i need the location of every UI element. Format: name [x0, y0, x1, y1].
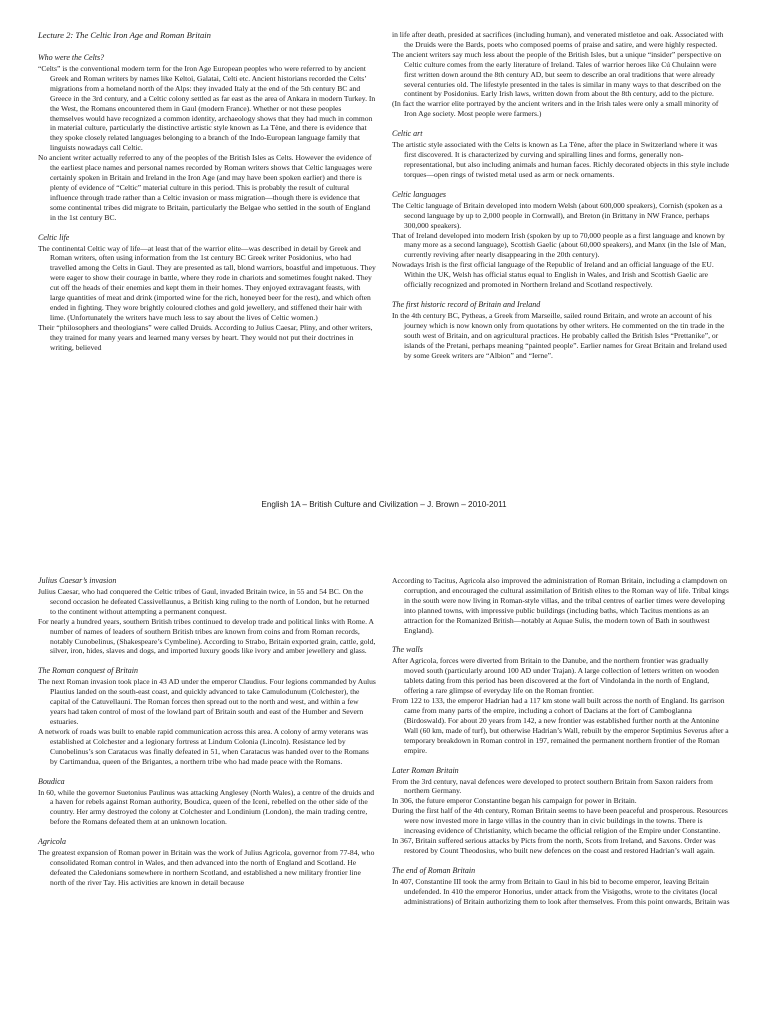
body-paragraph: In 367, Britain suffered serious attacks by Picts from the north, Scots from Ireland, and Saxons. Order was restored by Count Theodosius, who built new defences on the coast and restored Hadrian’s wall again. [392, 835, 716, 855]
section-heading: The walls [392, 645, 423, 655]
document-section [392, 129, 730, 180]
body-paragraph: The Celtic language of Britain developed into modern Welsh (about 600,000 speakers), Cornish (spoken as a second language by up to 2,000 people in Cornwall), and Breton (in Brittany in NW France, perhaps 300,000 speakers). [392, 200, 723, 230]
body-paragraph: The greatest expansion of Roman power in Britain was the work of Julius Agricola, governor from 77-84, who consolidated Roman control in Wales, and then advanced into the north of England and Scotland. He defeated the Caledonians somewhere in northern Scotland, and established a new military frontier line north of the river Tay. His activities are known in detail because [38, 848, 375, 887]
body-paragraph: in life after death, presided at sacrifices (including human), and venerated mistletoe and oak. Associated with the Druids were the Bards, poets who composed poems of praise and satire, and were highly respected. [392, 30, 724, 49]
body-paragraph: According to Tacitus, Agricola also improved the administration of Roman Britain, including a clampdown on corruption, and encouraged the cultural assimilation of British elites to the Roman way of life. Tribal kings in the south were now living in Roman-style villas, and the tribal centres of earlier times were developing into planned towns, with impressive public buildings (including baths, which Tacitus mentions as an attraction for the Romanized British—notably at Aquae Sulis, the modern town of Bath in southwest England). [392, 576, 729, 635]
section-heading: Julius Caesar’s invasion [38, 576, 117, 585]
document-section [392, 866, 730, 907]
body-paragraph: In 306, the future emperor Constantine began his campaign for power in Britain. [392, 796, 637, 806]
page-two [0, 572, 768, 1024]
page-two-left-column [38, 576, 376, 916]
page-one-right-column [392, 30, 730, 370]
body-paragraph: From the 3rd century, naval defences were developed to protect southern Britain from Saxon raiders from northern Germany. [392, 776, 713, 796]
page-footer: English 1A – British Culture and Civilization – J. Brown – 2010-2011 [261, 500, 507, 509]
document-section [38, 233, 376, 353]
section-heading: The end of Roman Britain [392, 865, 476, 875]
section-heading: The Roman conquest of Britain [38, 666, 138, 676]
page-one-left-column [38, 30, 376, 370]
body-paragraph: A network of roads was built to enable rapid communication across this area. A colony of army veterans was established at Colchester and a legionary fortress at Lindum Colonia (Lincoln). Resistance led by Cunobelinus’s son Caratacus was finally defeated in 51, when Caratacus was handed over to the Romans by Cartimandua, queen of the Brigantes, a northern tribe who had made peace with the Romans. [38, 726, 369, 766]
body-paragraph: (In fact the warrior elite portrayed by the ancient writers and in the Irish tales were only a small minority of Iron Age society. Most people were farmers.) [392, 99, 719, 119]
body-paragraph: No ancient writer actually referred to any of the peoples of the British Isles as Celts. However the evidence of the earliest place names and personal names recorded by Roman writers shows that Celtic languages were certainly spoken in Britain and Ireland in the Iron Age (and may have been spoken earlier) and there is plenty of evidence of “Celtic” material culture in this period. This is probably the result of cultural influence through trade rather than a Celtic invasion or mass migration—though there is evidence that some continental tribes did migrate to Britain, particularly the Belgae who settled in the south of England in the 1st century BC. [38, 153, 372, 222]
body-paragraph: In the 4th century BC, Pytheas, a Greek from Marseille, sailed round Britain, and wrote an account of his journey which is now known only from quotations by other writers. He commented on the tin trade in the south west of Britain, and on agricultural practices. He probably called the British Isles “Prettanike”, or islands of the Pretani, perhaps meaning “painted people”. Earlier names for Great Britain and Ireland used by some Greek writers are “Albion” and “Ierne”. [392, 310, 727, 360]
section-heading: Agricola [38, 837, 66, 847]
lecture-title: Lecture 2: The Celtic Iron Age and Roman Britain [38, 30, 211, 40]
document-section [392, 300, 730, 361]
body-paragraph: Julius Caesar, who had conquered the Celtic tribes of Gaul, invaded Britain twice, in 55 and 54 BC. On the second occasion he defeated Cassivellaunus, a British king ruling to the north of London, but he returned to the continent without attempting a permanent conquest. [38, 587, 370, 616]
section-heading: Who were the Celts? [38, 53, 105, 62]
body-paragraph: After Agricola, forces were diverted from Britain to the Danube, and the northern frontier was gradually moved south (particularly around 100 AD under Trajan). A large collection of letters written on wooden tablets dating from this period has been discovered at the fort of Vindolanda in the north of England, offering a rare glimpse of everyday life on the Roman frontier. [392, 656, 719, 696]
body-paragraph: That of Ireland developed into modern Irish (spoken by up to 70,000 people as a first language and known by many more as a second language), Scottish Gaelic (about 60,000 speakers), and Manx (in the Isle of Man, currently reviving after nearly disappearing in the 20th century). [392, 230, 727, 260]
body-paragraph: “Celts” is the conventional modern term for the Iron Age European peoples who were referred to by ancient Greek and Roman writers by names like Keltoi, Galatai, Celti etc. Ancient historians recorded the Celts’ migrations from a homeland north of the Alps: they invaded Italy at the end of the 5th century BC and Greece in the 3rd century, and a Celtic colony settled as far east as the area of Ankara in modern Turkey. In the West, the Romans encountered them in Gaul (modern France). Whether or not these peoples themselves would have recognized a common identity, archaeology shows that they had much in common in material culture, particularly the distinctive artistic style known as La Tène, and there is evidence that they spoke closely related languages belonging to a branch of the Indo-European language family that linguists nowadays call Celtic. [38, 64, 376, 153]
body-paragraph: The ancient writers say much less about the people of the British Isles, but a unique “insider” perspective on Celtic culture comes from the early literature of Ireland. Tales of warrior heroes like Cú Chulainn were first written down around the 8th century AD, but seem to describe an oral traditions that were already several centuries old. The lifestyle presented in the tales is similar in many ways to that described on the continent by Posidonius. Early Irish laws, written down from about the 8th century, add to the picture. [392, 49, 722, 99]
body-paragraph: In 60, while the governor Suetonius Paulinus was attacking Anglesey (North Wales), a centre of the druids and a haven for rebels against Roman authority, Boudica, queen of the Iceni, rebelled on the other side of the country. Her army destroyed the colony at Colchester and Londinium (London), the main trading centre, before the Romans defeated them at an unknown location. [38, 787, 375, 827]
body-paragraph: From 122 to 133, the emperor Hadrian had a 117 km stone wall built across the north of England. Its garrison came from many parts of the empire, including a cohort of Dacians at the fort of Camboglanna (Birdoswald). For about 20 years from 142, a new frontier was established further north at the Antonine Wall (60 km, made of turf), but otherwise Hadrian’s Wall, rebuilt by the emperor Septimius Severus after a temporary breakdown in Roman control in 197, remained the permanent northern frontier of the Roman empire. [392, 696, 729, 755]
document-section [392, 766, 730, 856]
document-section [38, 53, 376, 223]
document-section [38, 576, 376, 656]
section-heading: Celtic life [38, 232, 70, 242]
body-paragraph: The next Roman invasion took place in 43 AD under the emperor Claudius. Four legions commanded by Aulus Plautius landed on the south-east coast, and quickly advanced to take Camulodunum (Colchester), the capital of the Catuvellauni. The Roman forces then spread out to the north and west, and within a few years had taken control of most of the lowland part of Britain south and east of the Humber and Severn estuaries. [38, 677, 376, 726]
section-heading: Celtic art [392, 129, 423, 139]
section-heading: The first historic record of Britain and Ireland [392, 299, 541, 309]
document-section [392, 30, 730, 119]
body-paragraph: Their “philosophers and theologians” were called Druids. According to Julius Caesar, Pliny, and other writers, they trained for many years and learned many verses by heart. They would not put their doctrines in writing, believed [38, 322, 373, 352]
document-section [38, 666, 376, 766]
body-paragraph: The continental Celtic way of life—at least that of the warrior elite—was described in detail by Greek and Roman writers, often using information from the 1st century BC Greek writer Posidonius, who had travelled among the Celts in Gaul. They are presented as tall, blond warriors, boastful and impetuous. They were eager to show their courage in battle, where they rode in chariots and sometimes fought naked. They cut off the heads of their enemies and kept them in their homes. They enjoyed extravagant feasts, with large quantities of meat and drink (imported wine for the rich, honeyed beer for the rest), and which often ended in fighting. They wore brightly coloured clothes and gold jewellery, and stiffened their hair with lime. (Unfortunately the writers have much less to say about the lives of Celtic women.) [38, 243, 376, 322]
page-two-right-column [392, 576, 730, 916]
section-heading: Boudica [38, 776, 65, 786]
body-paragraph: For nearly a hundred years, southern British tribes continued to develop trade and political links with Rome. A number of names of leaders of southern British tribes are known from coins and from Roman records, notably Cunobelinus, (Shakespeare’s Cymbeline). According to Strabo, Britain exported grain, cattle, gold, silver, iron, hides, slaves and dogs, and imported luxury goods like ivory and amber jewellery and glass. [38, 616, 376, 656]
body-paragraph: In 407, Constantine III took the army from Britain to Gaul in his bid to become emperor, leaving Britain undefended. In 410 the emperor Honorius, under attack from the Visigoths, wrote to the civitates (local administrations) of Britain authorizing them to look after themselves. From this point onwards, Britain was [392, 876, 730, 906]
section-heading: Celtic languages [392, 189, 446, 199]
document-section [392, 645, 730, 755]
section-heading: Later Roman Britain [392, 765, 459, 775]
body-paragraph: Nowadays Irish is the first official language of the Republic of Ireland and an official language of the EU. Within the UK, Welsh has official status equal to English in Wales, and Irish and Scottish Gaelic are officially recognized and promoted in Northern Ireland and Scotland respectively. [392, 260, 714, 290]
document-section [392, 190, 730, 290]
document-section [38, 777, 376, 828]
body-paragraph: The artistic style associated with the Celts is known as La Tène, after the place in Switzerland where it was first discovered. It is characterized by curving and spiralling lines and forms, generally non-representational, but also including animals and human faces. Richly decorated objects in this style include torques—open rings of twisted metal used as arm or neck ornaments. [392, 140, 730, 179]
document-section [392, 576, 730, 635]
document-section [38, 837, 376, 888]
body-paragraph: During the first half of the 4th century, Roman Britain seems to have been peaceful and prosperous. Resources were now invested more in large villas in the country than in civic buildings in the towns. There is increasing evidence of Christianity, which became the official religion of the Empire under Constantine. [392, 806, 728, 836]
